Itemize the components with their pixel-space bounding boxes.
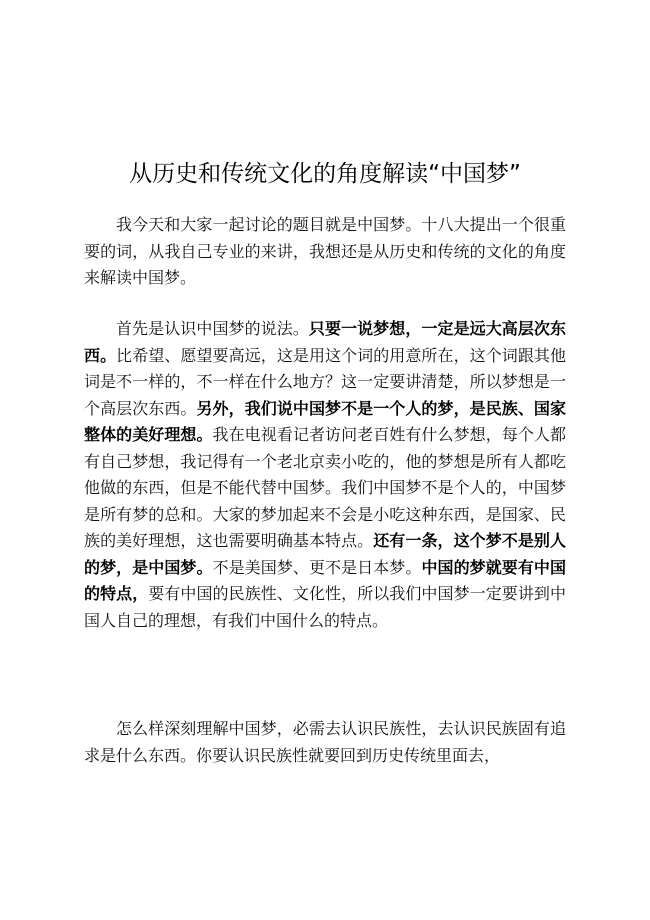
paragraph-definition <box>84 316 566 634</box>
paragraph-understanding: 怎么样深刻理解中国梦，必需去认识民族性，去认识民族固有追求是什么东西。你要认识民族性就要回到历史传统里面去， <box>84 719 566 765</box>
paragraph-text-segment: 首先是认识中国梦的说法。 <box>116 319 309 338</box>
paragraph-text-segment: 比希望、愿望要高远，这是用这个词的用意所在，这个词跟其他词是不一样的，不一样在什么地方？这一定要讲清楚，所以梦想是一个高层次东西。 <box>84 345 566 418</box>
bold-emphasis-segment: 只要一说梦想，一定是远大高层次东西。 <box>84 319 566 365</box>
paragraph-intro: 我今天和大家一起讨论的题目就是中国梦。十八大提出一个很重要的词，从我自己专业的来讲，我想还是从历史和传统的文化的角度来解读中国梦。 <box>84 215 566 287</box>
paragraph-text-segment: 不是美国梦、更不是日本梦。 <box>212 557 422 577</box>
paragraph-text-segment: 要有中国的民族性、文化性，所以我们中国梦一定要讲到中国人自己的理想，有我们中国什么的特点。 <box>84 584 566 630</box>
bold-emphasis-segment: 还有一条，这个梦不是别人的梦，是中国梦。 <box>84 531 566 577</box>
bold-emphasis-segment: 另外，我们说中国梦不是一个人的梦，是民族、国家整体的美好理想。 <box>84 398 566 444</box>
document-title: 从历史和传统文化的角度解读“中国梦” <box>129 161 521 187</box>
bold-emphasis-segment: 中国的梦就要有中国的特点， <box>84 557 566 603</box>
paragraph-text-segment: 我在电视看记者访问老百姓有什么梦想，每个人都有自己梦想，我记得有一个老北京卖小吃的，他的梦想是所有人都吃他做的东西，但是不能代替中国梦。我们中国梦不是个人的，中国梦是所有梦的总和。大家的梦加起来不会是小吃这种东西，是国家、民族的美好理想，这也需要明确基本特点。 <box>84 425 566 550</box>
